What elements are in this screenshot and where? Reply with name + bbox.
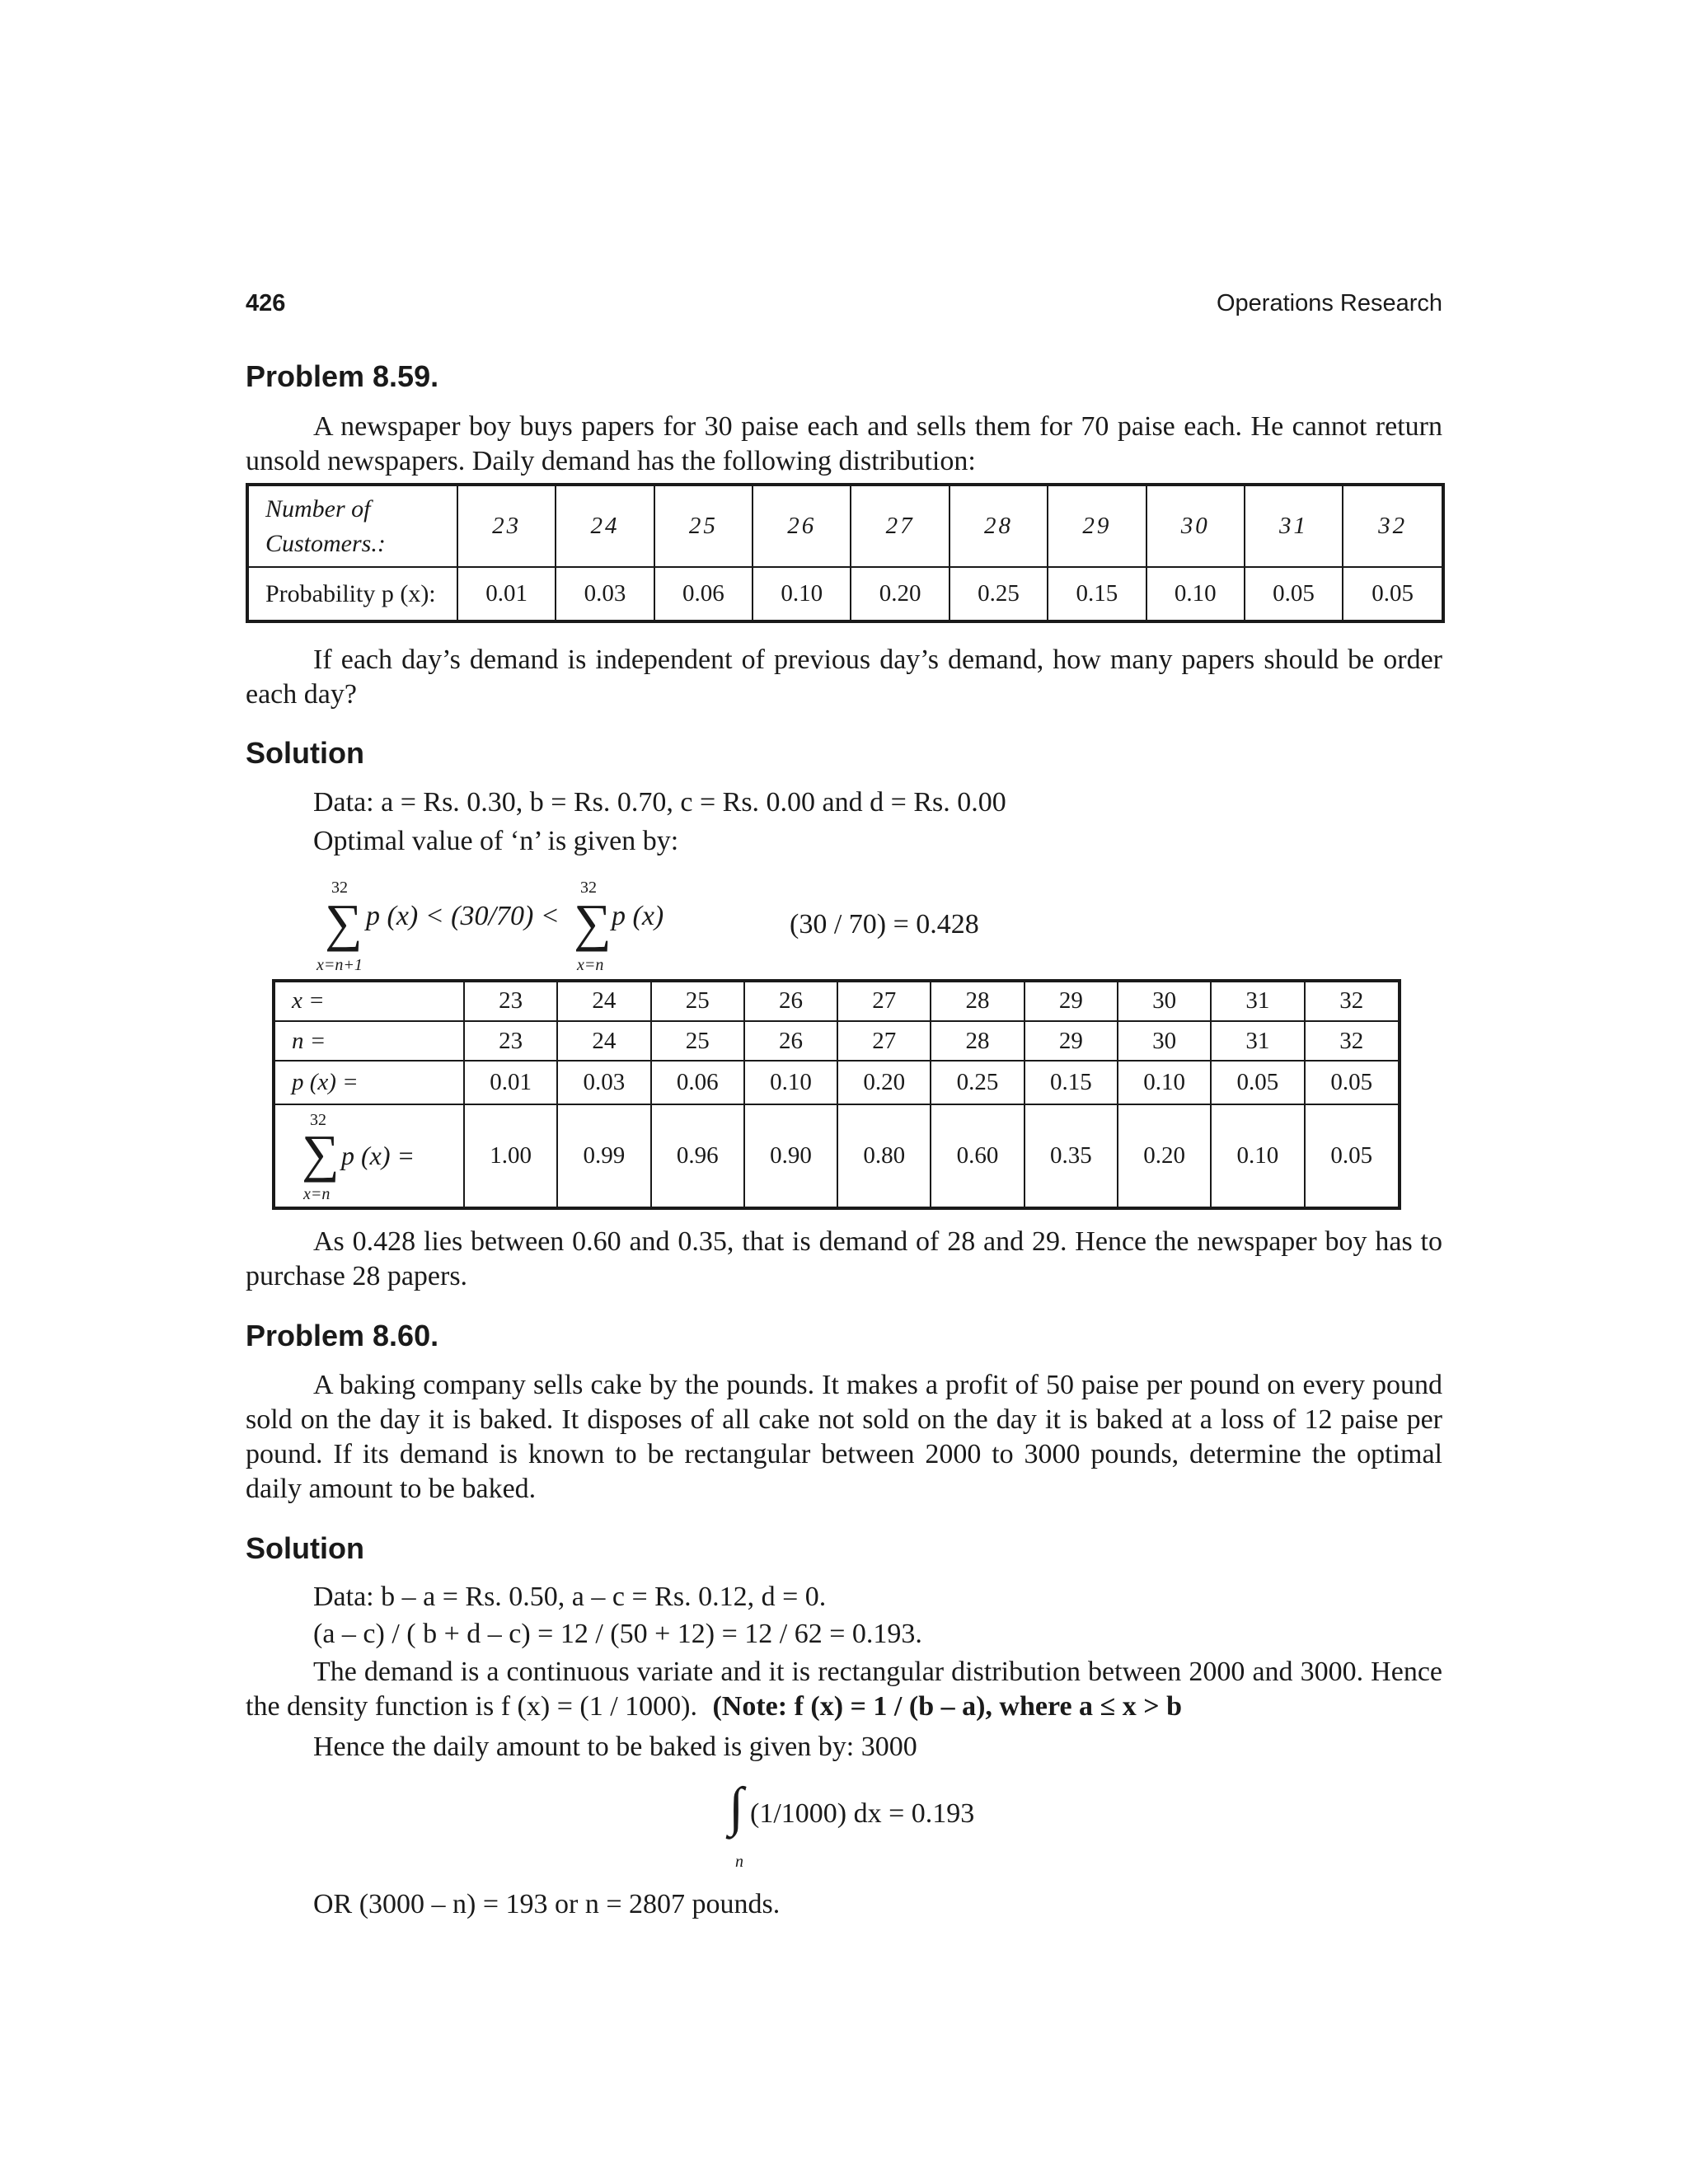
customers-cell: 28 — [950, 485, 1048, 567]
probability-cell: 0.03 — [556, 567, 654, 621]
p-cell: 0.15 — [1025, 1061, 1118, 1104]
customers-cell: 26 — [753, 485, 851, 567]
n-cell: 32 — [1305, 1021, 1400, 1062]
n-cell: 30 — [1118, 1021, 1211, 1062]
probability-cell: 0.05 — [1245, 567, 1343, 621]
customers-label — [247, 485, 457, 567]
n-label: n = — [274, 1021, 464, 1062]
integral-expression — [729, 1777, 1025, 1871]
solution-859-optimal: Optimal value of ‘n’ is given by: — [313, 826, 679, 856]
n-cell: 29 — [1025, 1021, 1118, 1062]
cumulative-label — [274, 1104, 464, 1208]
sum-upper-left: 32 — [331, 879, 348, 897]
page-header — [246, 290, 1442, 328]
sum-lower-left: x=n+1 — [316, 956, 363, 974]
x-cell: 27 — [837, 981, 931, 1021]
book-title: Operations Research — [1216, 290, 1442, 316]
solution-859-title: Solution — [246, 736, 364, 770]
sigma-glyph: ∑ — [325, 893, 363, 952]
page-number: 426 — [246, 290, 286, 316]
integral-body: (1/1000) dx = 0.193 — [750, 1798, 975, 1829]
p-cell: 0.25 — [931, 1061, 1024, 1104]
cum-cell: 0.60 — [931, 1104, 1024, 1208]
sum-lower-right: x=n — [577, 956, 604, 974]
x-cell: 30 — [1118, 981, 1211, 1021]
problem-859-title: Problem 8.59. — [246, 359, 439, 393]
cumulative-probability-table — [272, 979, 1401, 1210]
density-note: (Note: f (x) = 1 / (b – a), where a ≤ x > b — [712, 1691, 1182, 1722]
customers-cell: 27 — [851, 485, 949, 567]
n-cell: 31 — [1211, 1021, 1304, 1062]
n-cell: 23 — [464, 1021, 557, 1062]
solution-860-final: OR (3000 – n) = 193 or n = 2807 pounds. — [313, 1889, 781, 1919]
cum-cell: 0.10 — [1211, 1104, 1304, 1208]
n-cell: 26 — [744, 1021, 837, 1062]
probability-cell: 0.20 — [851, 567, 949, 621]
probability-cell: 0.05 — [1343, 567, 1443, 621]
cum-lower: x=n — [303, 1184, 331, 1203]
p-cell: 0.05 — [1211, 1061, 1304, 1104]
density-text: The demand is a continuous variate and it is rectangular distribution between 2000 and 3000. Hence the density function is f (x) = (1 / 1000). — [246, 1657, 1442, 1722]
p-cell: 0.05 — [1305, 1061, 1400, 1104]
customers-cell: 24 — [556, 485, 654, 567]
customers-cell: 32 — [1343, 485, 1443, 567]
p-label: p (x) = — [274, 1061, 464, 1104]
x-label: x = — [274, 981, 464, 1021]
customers-cell: 23 — [457, 485, 556, 567]
problem-859-intro: A newspaper boy buys papers for 30 paise each and sells them for 70 paise each. He cannot return unsold newspapers. Daily demand has the following distribution: — [246, 411, 1442, 476]
customers-label-line2: Customers.: — [265, 529, 386, 557]
solution-860-title: Solution — [246, 1531, 364, 1565]
customers-cell: 29 — [1048, 485, 1146, 567]
integral-sign: ∫ — [729, 1777, 744, 1837]
n-cell: 24 — [557, 1021, 650, 1062]
solution-860-density — [246, 1655, 1442, 1724]
cum-cell: 0.96 — [651, 1104, 744, 1208]
ratio-value: (30 / 70) = 0.428 — [790, 909, 979, 940]
p-cell: 0.06 — [651, 1061, 744, 1104]
probability-cell: 0.15 — [1048, 567, 1146, 621]
customers-cell: 30 — [1146, 485, 1245, 567]
problem-860-title: Problem 8.60. — [246, 1319, 439, 1352]
cum-upper: 32 — [310, 1110, 326, 1129]
sigma-glyph: ∑ — [302, 1123, 340, 1183]
p-cell: 0.20 — [837, 1061, 931, 1104]
cum-cell: 0.05 — [1305, 1104, 1400, 1208]
x-cell: 31 — [1211, 981, 1304, 1021]
probability-cell: 0.10 — [753, 567, 851, 621]
cum-cell: 0.80 — [837, 1104, 931, 1208]
p-cell: 0.01 — [464, 1061, 557, 1104]
problem-859-question: If each day’s demand is independent of previous day’s demand, how many papers should be order each day? — [246, 644, 1442, 710]
sigma-glyph: ∑ — [574, 893, 612, 952]
demand-distribution-table — [246, 483, 1445, 623]
probability-cell: 0.06 — [654, 567, 753, 621]
cum-cell: 0.99 — [557, 1104, 650, 1208]
formula-body-right: p (x) — [612, 901, 664, 931]
solution-859-data: Data: a = Rs. 0.30, b = Rs. 0.70, c = Rs. 0.00 and d = Rs. 0.00 — [313, 787, 1006, 818]
n-cell: 25 — [651, 1021, 744, 1062]
customers-cell: 31 — [1245, 485, 1343, 567]
cum-cell: 1.00 — [464, 1104, 557, 1208]
probability-label: Probability p (x): — [247, 567, 457, 621]
customers-label-line1: Number of — [265, 494, 371, 523]
x-cell: 29 — [1025, 981, 1118, 1021]
x-cell: 23 — [464, 981, 557, 1021]
n-cell: 27 — [837, 1021, 931, 1062]
solution-860-amount: Hence the daily amount to be baked is given by: 3000 — [313, 1732, 917, 1762]
solution-860-ratio: (a – c) / ( b + d – c) = 12 / (50 + 12) = 12 / 62 = 0.193. — [313, 1619, 922, 1649]
p-cell: 0.10 — [744, 1061, 837, 1104]
p-cell: 0.03 — [557, 1061, 650, 1104]
probability-cell: 0.10 — [1146, 567, 1245, 621]
integral-lower: n — [735, 1853, 743, 1871]
x-cell: 26 — [744, 981, 837, 1021]
x-cell: 24 — [557, 981, 650, 1021]
cum-cell: 0.35 — [1025, 1104, 1118, 1208]
formula-body-left: p (x) < (30/70) < — [366, 901, 560, 931]
cum-cell: 0.20 — [1118, 1104, 1211, 1208]
x-cell: 28 — [931, 981, 1024, 1021]
n-cell: 28 — [931, 1021, 1024, 1062]
probability-cell: 0.25 — [950, 567, 1048, 621]
x-cell: 25 — [651, 981, 744, 1021]
p-cell: 0.10 — [1118, 1061, 1211, 1104]
x-cell: 32 — [1305, 981, 1400, 1021]
problem-859-conclusion: As 0.428 lies between 0.60 and 0.35, that is demand of 28 and 29. Hence the newspaper boy has to purchase 28 papers. — [246, 1226, 1442, 1291]
customers-cell: 25 — [654, 485, 753, 567]
cum-cell: 0.90 — [744, 1104, 837, 1208]
solution-860-data: Data: b – a = Rs. 0.50, a – c = Rs. 0.12, d = 0. — [313, 1582, 827, 1612]
problem-860-intro: A baking company sells cake by the pounds. It makes a profit of 50 paise per pound on every pound sold on the day it is baked. It disposes of all cake not sold on the day it is baked at a loss of 12 paise per pound. If its demand is known to be rectangular between 2000 to 3000 pounds, determine the optimal daily amount to be baked. — [246, 1370, 1442, 1504]
sum-upper-right: 32 — [580, 879, 597, 897]
probability-cell: 0.01 — [457, 567, 556, 621]
cum-body: p (x) = — [341, 1140, 415, 1170]
